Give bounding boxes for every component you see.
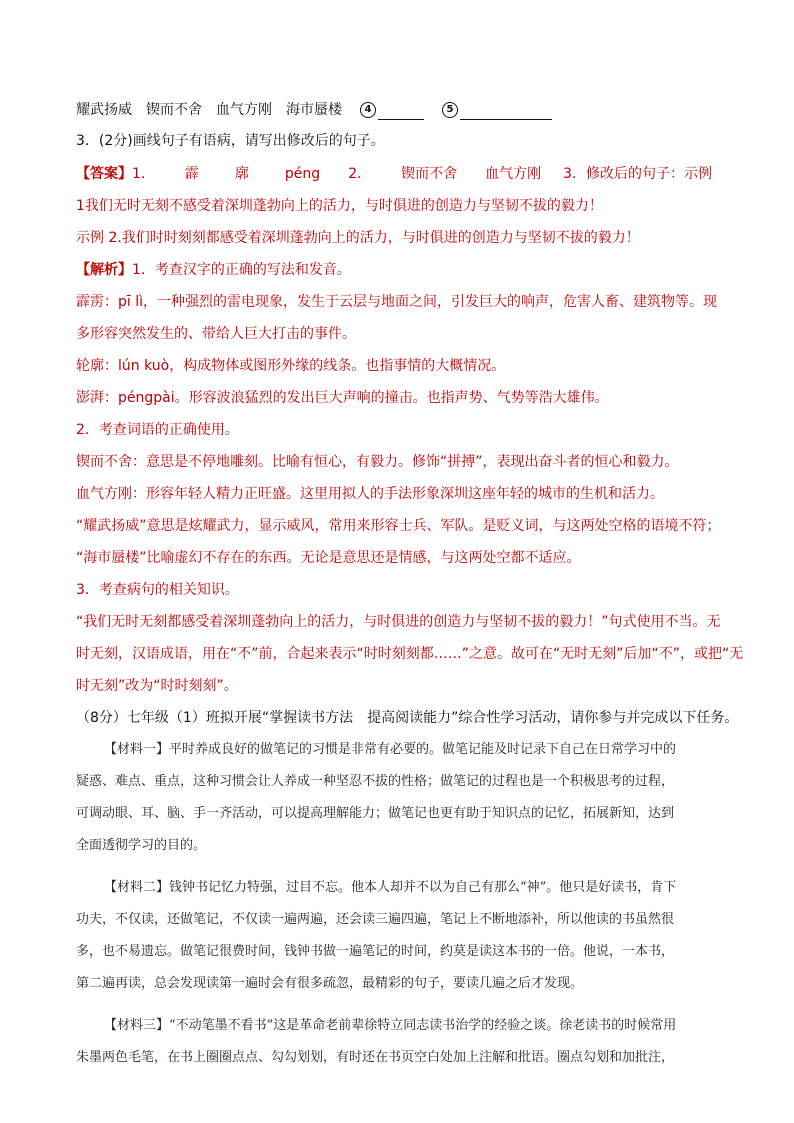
answer-part: 血气方刚 — [485, 166, 542, 182]
material-line: 功夫，不仅读，还做笔记，不仅读一遍两遍，还会读三遍四遍，笔记上不断地添补，所以他读的书虽然很 — [76, 912, 675, 927]
answer-part: péng — [284, 166, 321, 182]
answer-part: 3．修改后的句子：示例 — [563, 166, 713, 182]
analysis-pili-1: 霹雳：pī lì，一种强烈的雷电现象，发生于云层与地面之间，引发巨大的响声，危害人畜、建筑物等。现 — [76, 294, 718, 310]
analysis-b1: “我们无时无刻都感受着深圳蓬勃向上的活力，与时俱进的创造力与坚韧不拔的毅力！”句式使用不当。无 — [76, 614, 721, 630]
material-line: 【材料一】平时养成良好的做笔记的习惯是非常有必要的。做笔记能及时记录下自己在日常学习中的 — [104, 742, 677, 757]
material-line: 朱墨两色毛笔，在书上圈圈点点、勾勾划划，有时还在书页空白处加上注解和批语。圈点勾划和加批注， — [76, 1050, 675, 1065]
word-options-line — [76, 100, 552, 120]
analysis-yao: “耀武扬威”意思是炫耀武力，显示威风，常用来形容士兵、军队。是贬义词，与这两处空格的语境不符； — [76, 518, 721, 534]
material-line: 【材料二】钱钟书记忆力特强，过目不忘。他本人却并不以为自己有那么“神”。他只是好读书，肯下 — [104, 880, 677, 895]
analysis-lunkuo: 轮廓：lún kuò，构成物体或图形外缘的线条。也指事情的大概情况。 — [76, 358, 506, 374]
material-line: 多，也不易遗忘。做笔记很费时间，钱钟书做一遍笔记的时间，约莫是读这本书的一倍。他说，一本书， — [76, 944, 675, 959]
analysis-section-2: 2．考查词语的正确使用。 — [76, 422, 239, 438]
word-option: 耀武扬威 — [76, 102, 132, 118]
task-intro: （8分）七年级（1）班拟开展“掌握读书方法 提高阅读能力”综合性学习活动，请你参与并完成以下任务。 — [76, 710, 739, 726]
answer-blank-5[interactable] — [460, 105, 552, 120]
material-line: 可调动眼、耳、脑、手一齐活动，可以提高理解能力；做笔记也更有助于知识点的记忆，拓展新知，达到 — [76, 806, 675, 821]
answer-part: 锲而不舍 — [401, 166, 458, 182]
word-option: 血气方刚 — [216, 102, 272, 118]
analysis-hai: “海市蜃楼”比喻虚幻不存在的东西。无论是意思还是情感，与这两处空都不适应。 — [76, 550, 581, 566]
answer-line-3: 示例 2.我们时时刻刻都感受着深圳蓬勃向上的活力，与时俱进的创造力与坚韧不拔的毅力！ — [76, 230, 640, 246]
analysis-intro: 1．考查汉字的正确的写法和发音。 — [132, 262, 351, 278]
material-line: 【材料三】“不动笔墨不看书”这是革命老前辈徐特立同志读书治学的经验之谈。徐老读书的时候常用 — [104, 1018, 677, 1033]
analysis-tag: 【解析】 — [76, 262, 132, 278]
material-line: 疑惑、难点、重点，这种习惯会让人养成一种坚忍不拔的性格；做笔记的过程也是一个积极思考的过程， — [76, 774, 675, 789]
answer-part: 廓 — [234, 166, 249, 182]
answer-line-2: 1我们无时无刻不感受着深圳蓬勃向上的活力，与时俱进的创造力与坚韧不拔的毅力！ — [76, 198, 603, 214]
analysis-b3: 时无刻”改为“时时刻刻”。 — [76, 678, 238, 694]
word-option: 海市蜃楼 — [286, 102, 342, 118]
analysis-section-3: 3．考查病句的相关知识。 — [76, 582, 239, 598]
analysis-pili-2: 多形容突然发生的、带给人巨大打击的事件。 — [76, 326, 356, 342]
answer-part: 2． — [348, 166, 372, 182]
analysis-b2: 时无刻，汉语成语，用在“不”前，合起来表示“时时刻刻都……”之意。故可在“无时无刻”后加“不”，或把“无 — [76, 646, 744, 662]
analysis-xue: 血气方刚：形容年轻人精力正旺盛。这里用拟人的手法形象深圳这座年轻的城市的生机和活力。 — [76, 486, 664, 502]
question-3-prompt: 3．(2分)画线句子有语病，请写出修改后的句子。 — [76, 133, 385, 149]
answer-part: 霹 — [184, 166, 199, 182]
analysis-line-1 — [76, 260, 351, 280]
answer-part: 1． — [132, 166, 155, 182]
circled-number-5: 5 — [442, 102, 458, 118]
material-line: 全面透彻学习的目的。 — [76, 838, 207, 853]
answer-blank-4[interactable] — [378, 105, 424, 120]
answer-tag: 【答案】 — [76, 166, 132, 182]
analysis-pengpai: 澎湃：péngpài。形容波浪猛烈的发出巨大声响的撞击。也指声势、气势等浩大雄伟。 — [76, 390, 609, 406]
answer-line-1 — [76, 164, 718, 184]
word-option: 锲而不舍 — [146, 102, 202, 118]
circled-number-4: 4 — [360, 102, 376, 118]
analysis-qie: 锲而不舍：意思是不停地雕刻。比喻有恒心，有毅力。修饰“拼搏”，表现出奋斗者的恒心和毅力。 — [76, 454, 679, 470]
material-line: 第二遍再读，总会发现读第一遍时会有很多疏忽，最精彩的句子，要读几遍之后才发现。 — [76, 976, 584, 991]
